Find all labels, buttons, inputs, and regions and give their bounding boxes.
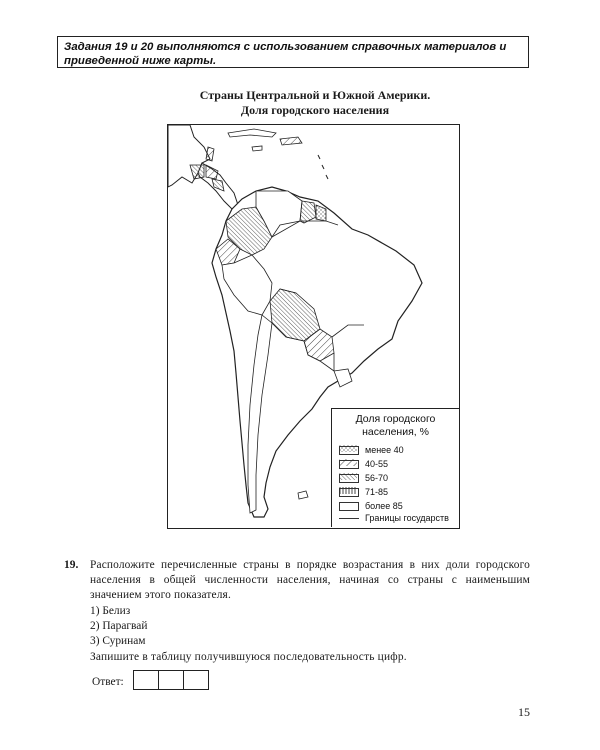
answer-options	[90, 604, 147, 649]
option-item: 3) Суринам	[90, 635, 146, 647]
answer-cell[interactable]	[183, 670, 209, 690]
legend-item	[339, 487, 388, 497]
answer-label: Ответ:	[92, 676, 124, 688]
wide-diagonal-swatch	[339, 460, 359, 469]
task-instruction-text: Задания 19 и 20 выполняются с использованием справочных материалов и приведенной ниже карты.	[64, 41, 507, 67]
legend-item	[339, 473, 388, 483]
honduras-region	[206, 165, 218, 179]
cuba-island	[228, 129, 276, 137]
map-legend	[331, 408, 459, 527]
option-item: 2) Парагвай	[90, 620, 148, 632]
legend-border-item	[339, 513, 449, 523]
lesser-antilles	[318, 155, 328, 179]
legend-item-label: более 85	[365, 501, 403, 511]
answer-table	[133, 670, 208, 690]
legend-item	[339, 501, 403, 511]
answer-instruction: Запишите в таблицу получившуюся последовательность цифр.	[90, 651, 407, 663]
dots-pattern-swatch	[339, 446, 359, 455]
falkland-islands	[298, 491, 308, 499]
hispaniola-island	[280, 137, 302, 145]
option-item: 1) Белиз	[90, 605, 131, 617]
legend-border-label: Границы государств	[365, 513, 449, 523]
legend-item	[339, 459, 388, 469]
question-text: Расположите перечисленные страны в порядке возрастания в них доли городского населения в общей численности населения, начиная со страны с наименьшим значением этого показателя.	[90, 559, 530, 601]
map-title	[150, 88, 480, 118]
map	[167, 124, 460, 529]
legend-title-line1: Доля городского	[355, 413, 436, 425]
dense-diagonal-swatch	[339, 474, 359, 483]
uruguay-region	[334, 369, 352, 387]
legend-item-label: 71-85	[365, 487, 389, 497]
answer-cell[interactable]	[133, 670, 159, 690]
map-title-line2: Доля городского населения	[240, 103, 390, 117]
page-number: 15	[518, 705, 530, 719]
belize-region	[206, 147, 214, 161]
legend-title	[332, 413, 459, 439]
map-title-line1: Страны Центральной и Южной Америки.	[199, 88, 431, 102]
border-line-icon	[339, 518, 359, 519]
task-instruction-box	[57, 36, 529, 68]
legend-item-label: менее 40	[365, 445, 404, 455]
vertical-lines-swatch	[339, 488, 359, 497]
legend-item	[339, 445, 404, 455]
answer-cell[interactable]	[158, 670, 184, 690]
legend-item-label: 40-55	[365, 459, 389, 469]
legend-item-label: 56-70	[365, 473, 389, 483]
legend-title-line2: населения, %	[362, 426, 429, 438]
question-number: 19.	[64, 559, 79, 571]
jamaica-island	[252, 146, 262, 151]
blank-swatch	[339, 502, 359, 511]
